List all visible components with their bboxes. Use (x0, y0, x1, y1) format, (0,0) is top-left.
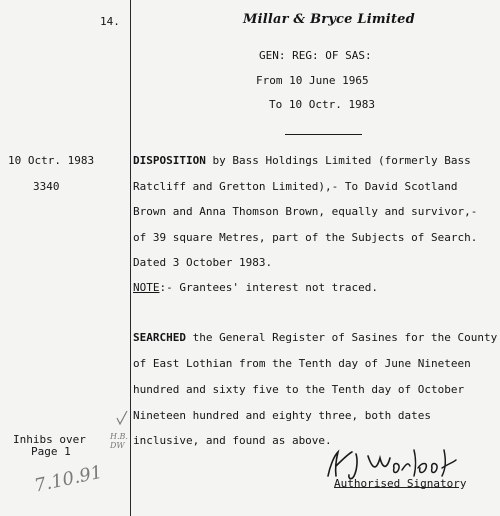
searched-line-1 (133, 332, 497, 343)
searched-line-1-text: the General Register of Sasines for the County (185, 331, 498, 344)
margin-entry-date: 10 Octr. 1983 (8, 154, 95, 167)
heading-from-date: From 10 June 1965 (256, 74, 369, 87)
inhibs-note-line2: Page 1 (31, 445, 71, 458)
searched-line-2: of East Lothian from the Tenth day of June Nineteen (133, 357, 471, 370)
entry-line-3: Brown and Anna Thomson Brown, equally and survivor,- (133, 205, 478, 218)
searched-line-5: inclusive, and found as above. (133, 434, 332, 447)
entry-line-5: Dated 3 October 1983. (133, 256, 273, 269)
authorised-signatory: Authorised Signatory (334, 477, 467, 490)
entry-note-label: NOTE (133, 281, 160, 294)
heading-to-date: To 10 Octr. 1983 (269, 98, 375, 111)
page-number: 14. (100, 15, 120, 28)
searched-line-4: Nineteen hundred and eighty three, both dates (133, 409, 432, 422)
inhibs-note-line1: Inhibs over (13, 433, 86, 446)
searched-label: SEARCHED (133, 331, 186, 344)
entry-note (133, 282, 378, 293)
heading-register: GEN: REG: OF SAS: (259, 49, 372, 62)
firm-name: Millar & Bryce Limited (243, 12, 415, 27)
entry-note-text: :- Grantees' interest not traced. (159, 281, 379, 294)
margin-rule (130, 0, 131, 516)
pencil-date: 7.10.91 (32, 461, 105, 497)
entry-disposition-label: DISPOSITION (133, 154, 206, 167)
entry-line-4: of 39 square Metres, part of the Subjects of Search. (133, 231, 478, 244)
pencil-initials: H.B. DW (110, 432, 128, 450)
heading-divider (285, 134, 362, 135)
entry-line-2: Ratcliff and Gretton Limited),- To David Scotland (133, 180, 458, 193)
entry-line-1 (133, 155, 471, 166)
searched-line-3: hundred and sixty five to the Tenth day of October (133, 383, 465, 396)
pencil-tick-icon (116, 410, 128, 426)
entry-line-1-text: by Bass Holdings Limited (formerly Bass (205, 154, 471, 167)
margin-entry-number: 3340 (33, 180, 60, 193)
